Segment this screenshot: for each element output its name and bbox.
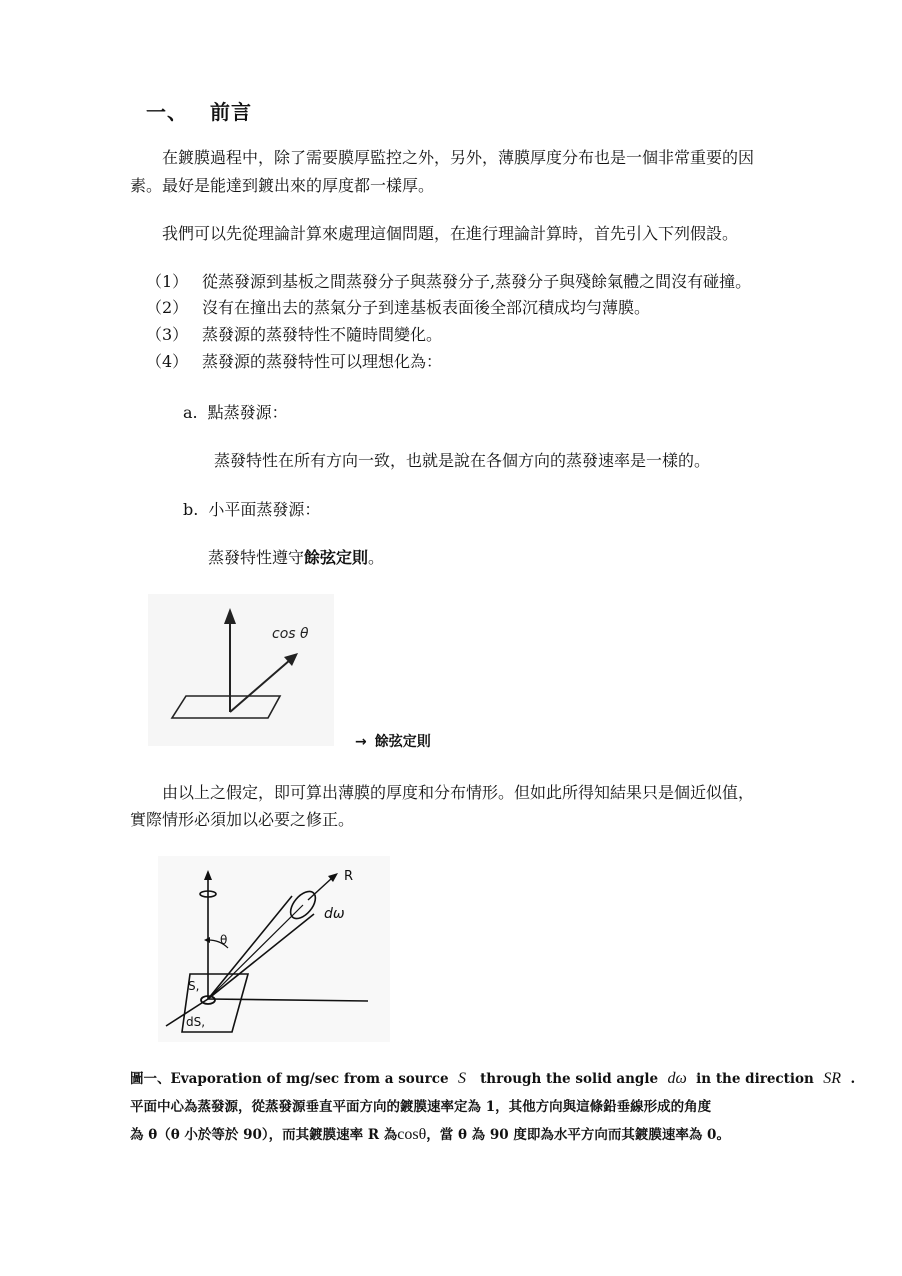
caption-prefix: 圖一、Evaporation of mg/sec from a source <box>130 1071 449 1087</box>
caption-mid-1: through the solid angle <box>480 1071 659 1087</box>
list-item-number: （4） <box>146 352 189 371</box>
label-domega: dω <box>324 906 345 922</box>
point-source-label: a. <box>183 403 198 422</box>
cone-axis <box>208 905 303 999</box>
section-number: 一、 <box>146 100 188 124</box>
figure1-caption <box>355 731 431 751</box>
figure2-caption-line-1 <box>130 1066 855 1092</box>
caption-mid-2: in the direction <box>696 1071 814 1087</box>
point-source-title: 點蒸發源： <box>207 403 288 422</box>
solid-angle-figure <box>158 856 390 1042</box>
figure1-caption-text: 餘弦定則 <box>374 734 431 750</box>
list-item-number: （1） <box>146 272 189 291</box>
list-item <box>146 323 442 347</box>
solid-angle-diagram <box>158 856 390 1042</box>
list-item-text: 從蒸發源到基板之間蒸發分子與蒸發分子,蒸發分子與殘餘氣體之間沒有碰撞。 <box>202 272 752 291</box>
label-s: S, <box>188 979 200 993</box>
normal-arrowhead <box>224 608 236 624</box>
cosine-law-sketch <box>148 594 334 746</box>
point-source-desc: 蒸發特性在所有方向一致，也就是說在各個方向的蒸發速率是一樣的。 <box>214 451 711 470</box>
caption-line3-b: ，當 θ 為 90 度即為水平方向而其鍍膜速率為 0。 <box>426 1127 730 1143</box>
list-item-text: 沒有在撞出去的蒸氣分子到達基板表面後全部沉積成均勻薄膜。 <box>202 298 651 317</box>
vertical-axis-arrowhead <box>204 870 212 880</box>
point-source-heading <box>183 401 288 425</box>
section-title: 前言 <box>210 100 252 124</box>
plane-source-desc <box>208 546 384 570</box>
horizontal-axis <box>208 999 368 1001</box>
list-item <box>146 296 650 320</box>
list-item-text: 蒸發源的蒸發特性不隨時間變化。 <box>202 325 443 344</box>
conclusion-line-2: 實際情形必須加以必要之修正。 <box>130 810 355 829</box>
section-heading <box>146 96 252 125</box>
assumption-intro: 我們可以先從理論計算來處理這個問題，在進行理論計算時，首先引入下列假設。 <box>162 224 739 243</box>
caption-end: . <box>850 1071 856 1087</box>
figure2-caption-line-2: 平面中心為蒸發源，從蒸發源垂直平面方向的鍍膜速率定為 1，其他方向與這條鉛垂線形成的角度 <box>130 1099 712 1115</box>
list-item <box>146 270 751 294</box>
list-item-number: （2） <box>146 298 189 317</box>
plane-source-title: 小平面蒸發源： <box>208 500 321 519</box>
conclusion-line-1: 由以上之假定，即可算出薄膜的厚度和分布情形。但如此所得知結果只是個近似值， <box>162 783 755 802</box>
caption-symbol-s: S <box>457 1070 466 1087</box>
theta-arrowhead <box>204 937 210 943</box>
angled-arrow <box>230 660 290 712</box>
plane-source-label: b. <box>183 500 199 519</box>
right-arrow-icon: → <box>355 734 367 750</box>
cone-edge-left <box>208 896 292 999</box>
plane-source-desc-prefix: 蒸發特性遵守 <box>208 548 305 567</box>
cosine-law-term: 餘弦定則 <box>304 548 369 567</box>
cone-edge-right <box>208 914 314 999</box>
caption-line3-a: 為 θ（θ 小於等於 90），而其鍍膜速率 R 為 <box>130 1127 398 1143</box>
plane-source-heading <box>183 498 320 522</box>
caption-symbol-domega: dω <box>667 1070 687 1087</box>
caption-symbol-sr: SR <box>823 1070 842 1087</box>
caption-cos-theta: cosθ <box>397 1126 427 1143</box>
label-ds: dS, <box>186 1015 206 1029</box>
cosine-law-figure <box>148 594 334 746</box>
intro-line-1: 在鍍膜過程中，除了需要膜厚監控之外，另外，薄膜厚度分布也是一個非常重要的因 <box>162 148 755 167</box>
label-r: R <box>344 869 354 884</box>
list-item-number: （3） <box>146 325 189 344</box>
list-item-text: 蒸發源的蒸發特性可以理想化為： <box>202 352 443 371</box>
figure2-caption-line-3 <box>130 1122 730 1148</box>
label-theta: θ <box>220 933 228 947</box>
cos-theta-label: cos θ <box>272 626 309 642</box>
r-direction-arrow <box>308 878 332 900</box>
intro-line-2: 素。最好是能達到鍍出來的厚度都一樣厚。 <box>130 176 435 195</box>
plane-source-desc-suffix: 。 <box>368 548 385 567</box>
list-item <box>146 350 442 374</box>
surface-plane <box>172 696 280 718</box>
